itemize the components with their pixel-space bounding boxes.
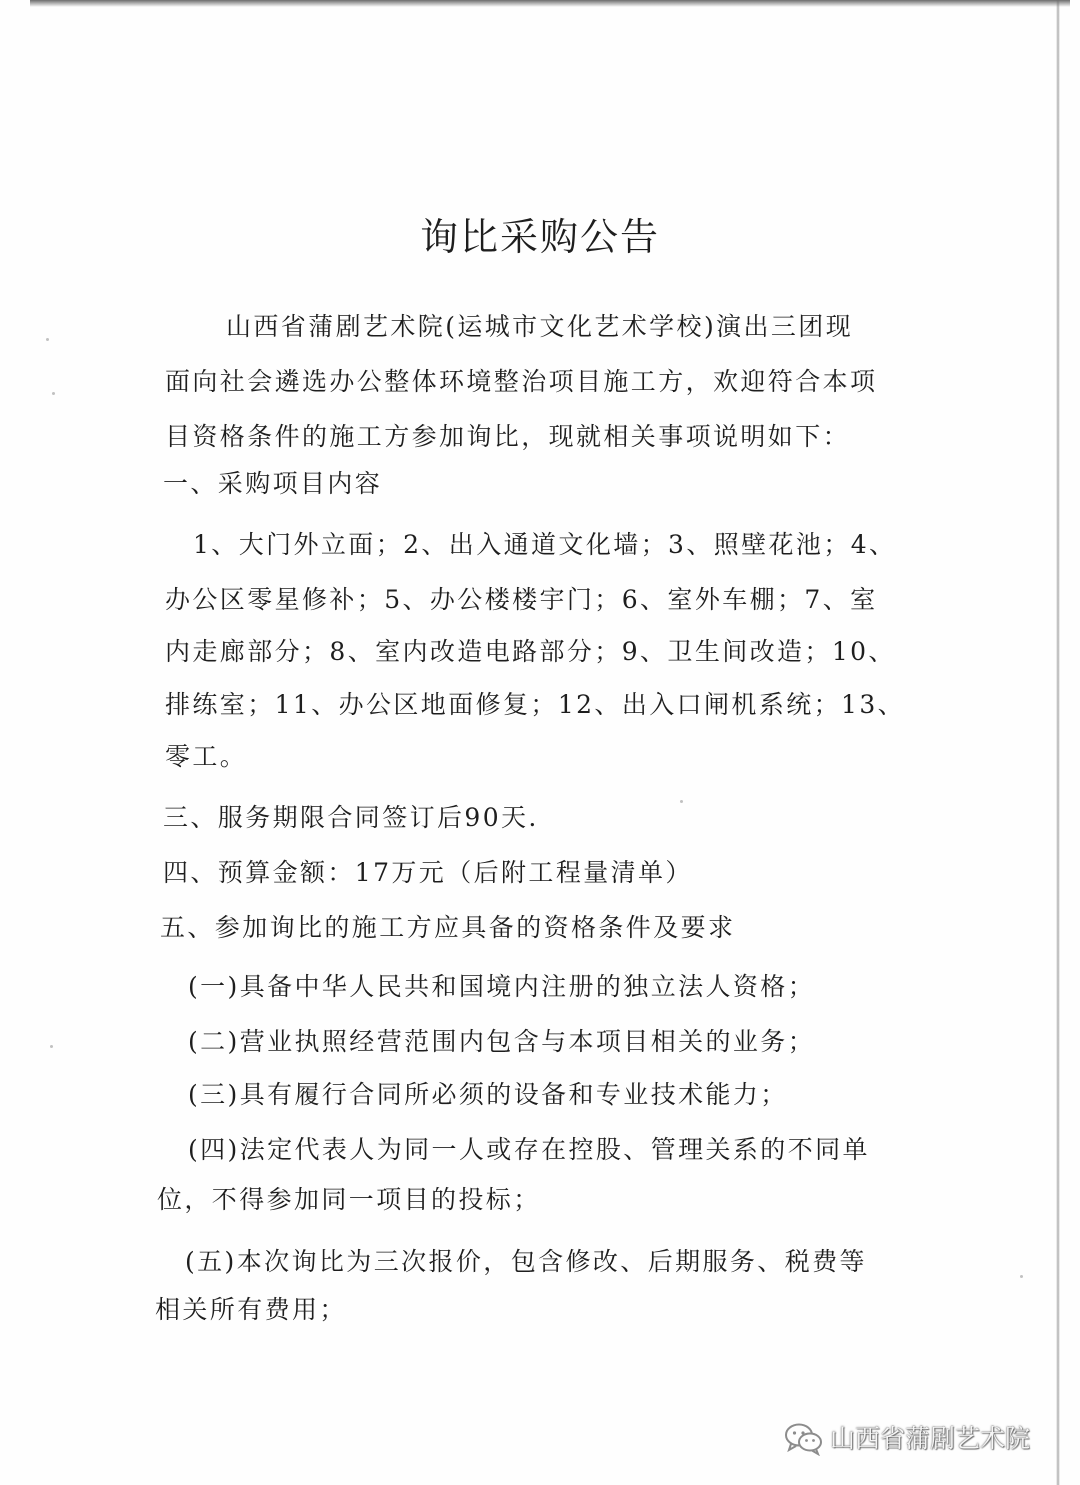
procurement-content-line: 1、大门外立面；2、出入通道文化墙；3、照壁花池；4、 (193, 530, 897, 559)
qualification-line: (三)具有履行合同所必须的设备和专业技术能力； (188, 1080, 788, 1109)
intro-line: 面向社会遴选办公整体环境整治项目施工方，欢迎符合本项 (165, 367, 878, 396)
qualification-line: 位，不得参加同一项目的投标； (157, 1185, 541, 1214)
procurement-content-line: 零工。 (165, 742, 248, 771)
section-heading-qualifications: 五、参加询比的施工方应具备的资格条件及要求 (160, 913, 736, 942)
qualification-line: (一)具备中华人民共和国境内注册的独立法人资格； (188, 972, 816, 1001)
scan-speck (52, 392, 55, 395)
section-service-period: 三、服务期限合同签订后90天. (163, 803, 539, 832)
scan-speck (1020, 1275, 1023, 1278)
procurement-content-line: 排练室；11、办公区地面修复；12、出入口闸机系统；13、 (165, 690, 906, 719)
scan-speck (46, 338, 49, 341)
intro-line: 目资格条件的施工方参加询比，现就相关事项说明如下： (165, 422, 851, 451)
qualification-line: (二)营业执照经营范围内包含与本项目相关的业务； (188, 1027, 816, 1056)
scan-edge-top (30, 0, 1070, 7)
scan-speck (50, 1045, 53, 1048)
scan-speck (680, 800, 683, 803)
document-title: 询比采购公告 (419, 215, 660, 259)
procurement-content-line: 办公区零星修补；5、办公楼楼宇门；6、室外车棚；7、室 (165, 585, 878, 614)
qualification-line: (五)本次询比为三次报价，包含修改、后期服务、税费等 (185, 1247, 867, 1276)
qualification-line: 相关所有费用； (155, 1295, 347, 1324)
section-heading-procurement-content: 一、采购项目内容 (163, 469, 383, 498)
wechat-icon (784, 1422, 824, 1456)
watermark-text: 山西省蒲剧艺术院 (830, 1424, 1031, 1453)
intro-line: 山西省蒲剧艺术院(运城市文化艺术学校)演出三团现 (226, 312, 854, 341)
qualification-line: (四)法定代表人为同一人或存在控股、管理关系的不同单 (188, 1135, 870, 1164)
procurement-content-line: 内走廊部分；8、室内改造电路部分；9、卫生间改造；10、 (165, 637, 896, 666)
wechat-watermark (784, 1418, 1054, 1462)
section-budget: 四、预算金额：17万元（后附工程量清单） (163, 858, 693, 887)
